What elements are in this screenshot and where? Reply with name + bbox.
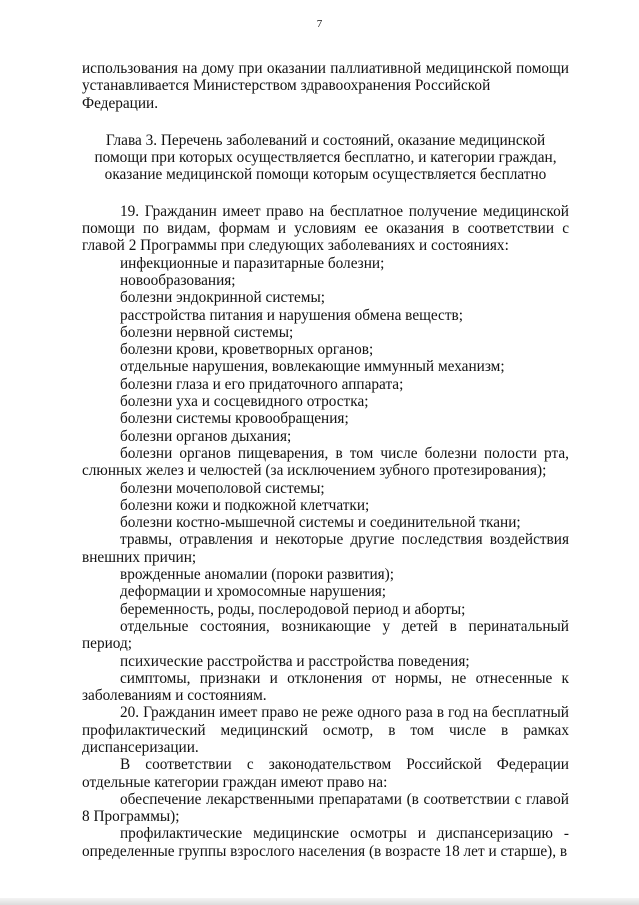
list-item: отдельные состояния, возникающие у детей в перинатальный период;	[82, 617, 569, 653]
intro-line-1: использования на дому при оказании паллиативной медицинской помощи	[82, 60, 569, 77]
list-item: болезни кожи и подкожной клетчатки;	[120, 496, 370, 514]
chapter-heading-line-3: оказание медицинской помощи которым осуществляется бесплатно	[104, 166, 547, 184]
list-item: психические расстройства и расстройства поведения;	[120, 652, 470, 670]
list-item: болезни системы кровообращения;	[120, 410, 349, 428]
disease-list	[82, 255, 569, 705]
list-item: болезни крови, кроветворных органов;	[120, 341, 374, 359]
document-body	[82, 60, 569, 860]
list-item: расстройства питания и нарушения обмена веществ;	[120, 306, 463, 324]
list-item: деформации и хромосомные нарушения;	[120, 583, 387, 601]
list-item: обеспечение лекарственными препаратами (в соответствии с главой 8 Программы);	[82, 790, 569, 826]
list-item: симптомы, признаки и отклонения от нормы, не отнесенные к заболеваниям и состояниям.	[82, 669, 569, 705]
list-item: врожденные аномалии (пороки развития);	[120, 566, 395, 584]
list-item: болезни нервной системы;	[120, 323, 294, 341]
paragraph-legislation: В соответствии с законодательством Российской Федерации отдельные категории граждан имеют право на:	[82, 756, 569, 791]
list-item: болезни эндокринной системы;	[120, 289, 326, 307]
page-number: 7	[316, 18, 323, 30]
list-item: травмы, отравления и некоторые другие последствия воздействия внешних причин;	[82, 531, 569, 566]
list-item: болезни органов дыхания;	[120, 427, 292, 445]
intro-line-2: устанавливается Министерством здравоохранения Российской Федерации.	[82, 77, 491, 112]
chapter-heading-line-1: Глава 3. Перечень заболеваний и состояний, оказание медицинской	[105, 131, 546, 149]
list-item: отдельные нарушения, вовлекающие иммунный механизм;	[120, 358, 505, 376]
list-item: болезни костно-мышечной системы и соединительной ткани;	[120, 514, 521, 532]
list-item: болезни уха и сосцевидного отростка;	[120, 393, 369, 411]
list-item: профилактические медицинские осмотры и диспансеризацию - определенные группы взрослого населения (в возрасте 18 лет и старше), в	[82, 825, 569, 860]
paragraph-20: 20. Гражданин имеет право не реже одного раза в год на бесплатный профилактический медицинский осмотр, в том числе в рамках диспансеризации.	[82, 704, 569, 756]
list-item: болезни глаза и его придаточного аппарата;	[120, 375, 404, 393]
rights-list	[82, 791, 569, 860]
list-item: беременность, роды, послеродовой период и аборты;	[120, 600, 466, 618]
scan-bottom-edge	[0, 898, 639, 905]
list-item: инфекционные и паразитарные болезни;	[120, 254, 385, 272]
chapter-heading-line-2: помощи при которых осуществляется бесплатно, и категории граждан,	[94, 149, 557, 167]
paragraph-19: 19. Гражданин имеет право на бесплатное получение медицинской помощи по видам, формам и условиям ее оказания в соответствии с главой 2 Программы при следующих заболеваниях и состояниях:	[82, 202, 569, 255]
chapter-heading	[82, 132, 569, 184]
list-item: болезни мочеполовой системы;	[120, 479, 325, 497]
list-item: новообразования;	[120, 271, 236, 289]
list-item: болезни органов пищеварения, в том числе болезни полости рта, слюнных желез и челюстей (за исключением зубного протезирования);	[82, 444, 569, 480]
